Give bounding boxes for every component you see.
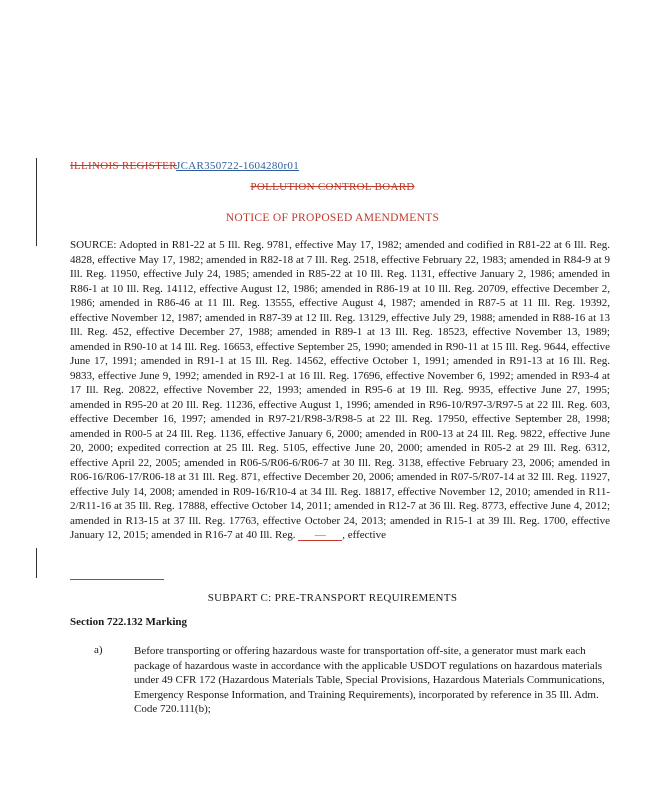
notice-title: NOTICE OF PROPOSED AMENDMENTS (225, 212, 440, 224)
jcar-number-inserted: JCAR350722-1604280r01 (176, 160, 300, 172)
source-insertion-underline (70, 579, 164, 580)
paragraph-label: a) (94, 644, 103, 656)
source-blank: — (298, 531, 342, 541)
source-text: SOURCE: Adopted in R81-22 at 5 Ill. Reg. 9781, effective May 17, 1982; amended and codified in R81-22 at 6 Ill. Reg. 4828, effective May 17, 1982; amended in R82-18 at 7 Ill. Reg. 2518, effective February 22, 1983; amended in R84-9 at 9 Ill. Reg. 11950, effective July 24, 1985; amended in R85-22 at 10 Ill. Reg. 1131, effective January 2, 1986; amended in R86-1 at 10 Ill. Reg. 14112, effective August 12, 1986; amended in R86-19 at 10 Ill. Reg. 20709, effective December 2, 1986; amended in R86-46 at 11 Ill. Reg. 13555, effective August 4, 1987; amended in R87-5 at 11 Ill. Reg. 19392, effective November 12, 1987; amended in R87-39 at 12 Ill. Reg. 13129, effective July 29, 1988; amended in R88-16 at 13 Ill. Reg. 452, effective December 27, 1988; amended in R89-1 at 13 Ill. Reg. 18523, effective November 13, 1989; amended in R90-10 at 14 Ill. Reg. 16653, effective September 25, 1990; amended in R90-11 at 15 Ill. Reg. 9644, effective June 17, 1991; amended in R91-1 at 15 Ill. Reg. 14562, effective October 1, 1991; amended in R91-13 at 16 Ill. Reg. 9833, effective June 9, 1992; amended in R92-1 at 16 Ill. Reg. 17696, effective November 6, 1992; amended in R93-4 at 17 Ill. Reg. 20822, effective November 22, 1993; amended in R95-6 at 19 Ill. Reg. 9935, effective June 27, 1995; amended in R95-20 at 20 Ill. Reg. 11236, effective August 1, 1996; amended in R96-10/R97-3/R97-5 at 22 Ill. Reg. 603, effective December 16, 1997; amended in R97-21/R98-3/R98-5 at 22 Ill. Reg. 17950, effective September 28, 1998; amended in R00-5 at 24 Ill. Reg. 1136, effective January 6, 2000; amended in R00-13 at 24 Ill. Reg. 9822, effective June 20, 2000; expedited correction at 25 Ill. Reg. 5105, effective June 20, 2000; amended in R05-2 at 29 Ill. Reg. 6312, effective April 22, 2005; amended in R06-5/R06-6/R06-7 at 30 Ill. Reg. 3138, effective February 23, 2006; amended in R06-16/R06-17/R06-18 at 31 Ill. Reg. 871, effective December 20, 2006; amended in R07-5/R07-14 at 32 Ill. Reg. 11927, effective July 14, 2008; amended in R09-16/R10-4 at 34 Ill. Reg. 18817, effective November 12, 2010; amended in R11-2/R11-16 at 35 Ill. Reg. 17888, effective October 14, 2011; amended in R12-7 at 36 Ill. Reg. 8773, effective June 4, 2012; amended in R13-15 at 37 Ill. Reg. 17763, effective October 24, 2013; amended in R15-1 at 39 Ill. Reg. 1700, effective January 12, 2015; amended in R16-7 at 40 Ill. Reg. (70, 239, 610, 541)
subpart-title: SUBPART C: PRE-TRANSPORT REQUIREMENTS (207, 592, 458, 604)
section-title: Section 722.132 Marking (70, 616, 188, 628)
change-bar-top (36, 158, 37, 246)
agency-header-deleted: POLLUTION CONTROL BOARD (250, 181, 415, 193)
source-text-end: , effective (342, 529, 386, 541)
change-bar-bottom (36, 548, 37, 578)
register-header-deleted: ILLINOIS REGISTER (70, 160, 177, 172)
source-note (70, 238, 610, 543)
paragraph-text: Before transporting or offering hazardous waste for transportation off-site, a generator must mark each package of hazardous waste in accordance with the applicable USDOT regulations on hazardous materials under 49 CFR 172 (Hazardous Materials Table, Special Provisions, Hazardous Materials Communications, Emergency Response Information, and Training Requirements), incorporated by reference in 35 Ill. Adm. Code 720.111(b); (134, 645, 605, 715)
